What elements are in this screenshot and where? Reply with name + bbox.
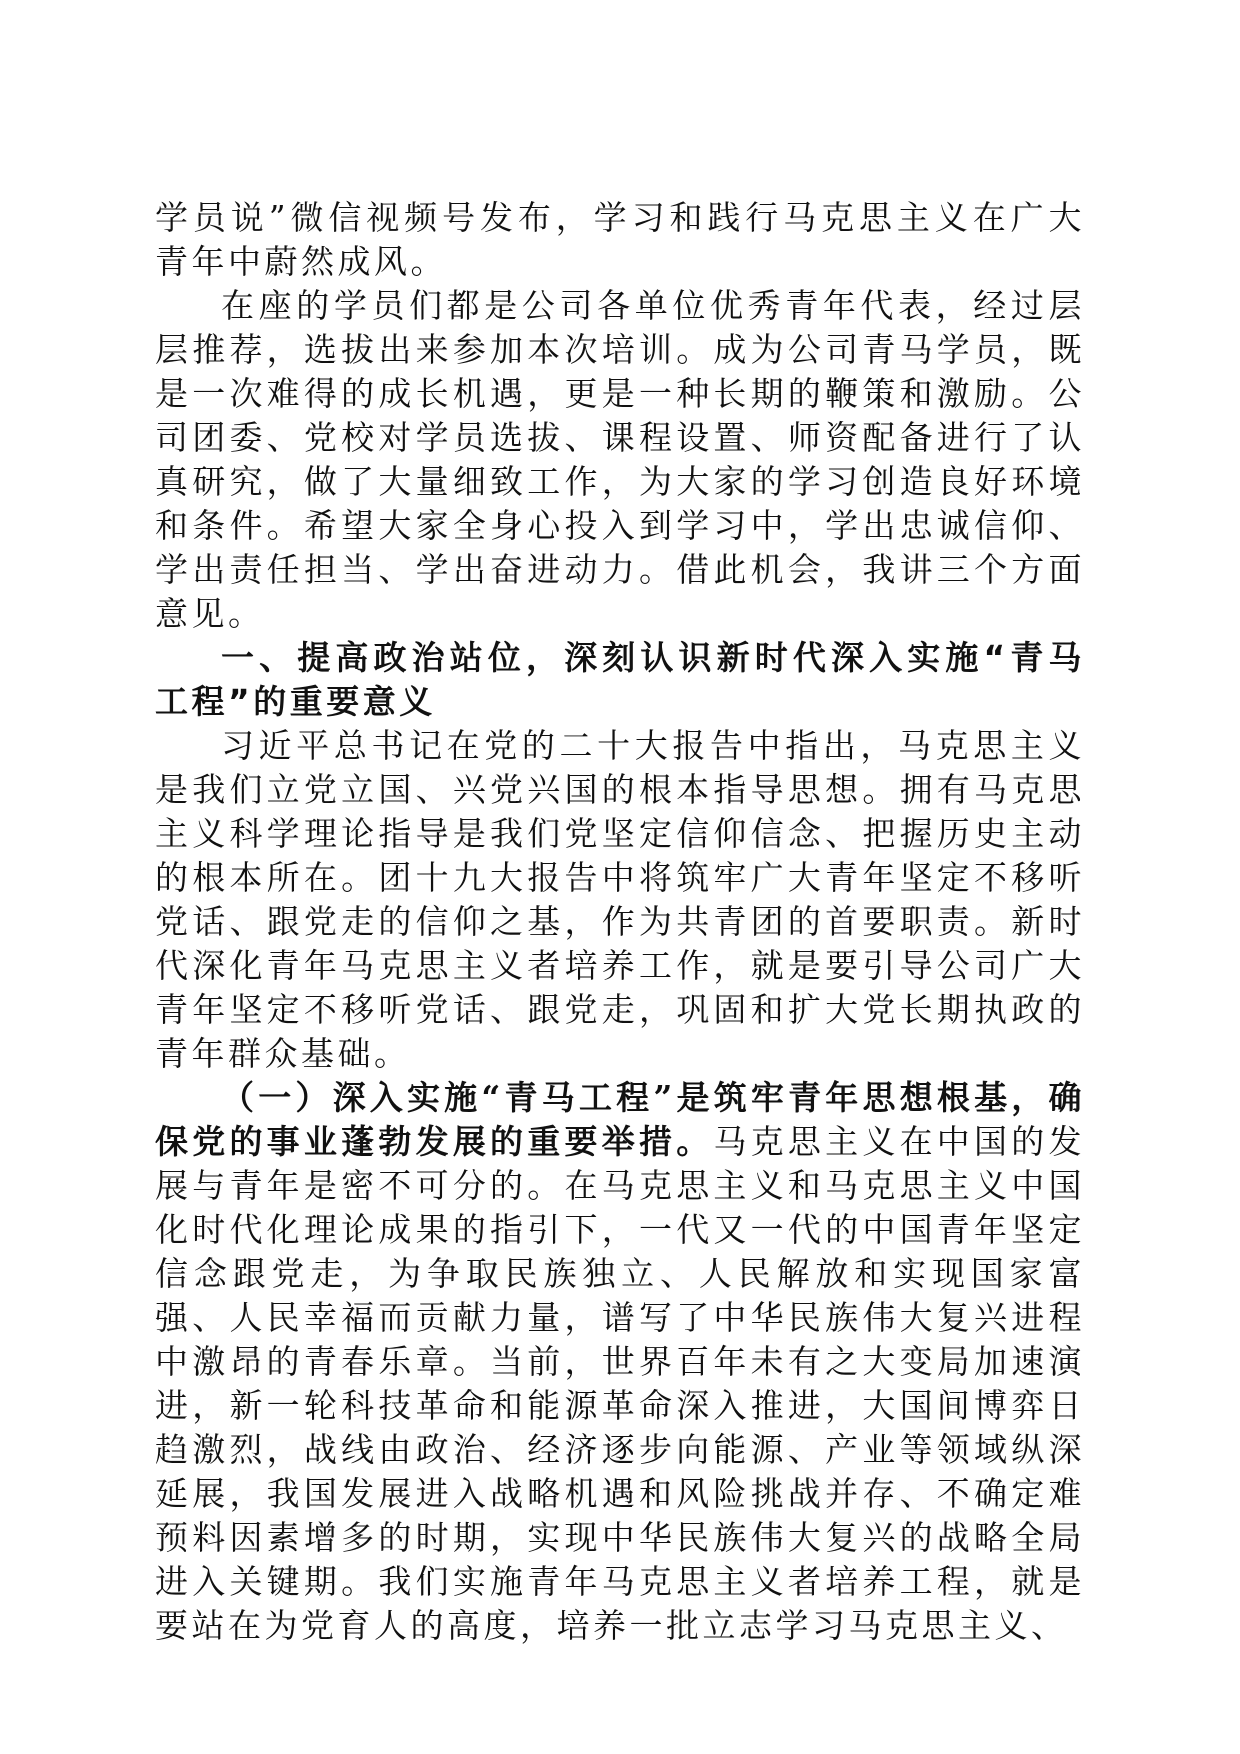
subsection-1-lead: （一）深入实施“青马工程”是筑牢青年思想根基，确保党的事业蓬勃发展的重要举措。 [155,1078,1085,1161]
paragraph-subsection-1 [155,1076,1085,1648]
paragraph-intro: 在座的学员们都是公司各单位优秀青年代表，经过层层推荐，选拔出来参加本次培训。成为公司青马学员，既是一次难得的成长机遇，更是一种长期的鞭策和激励。公司团委、党校对学员选拔、课程设置、师资配备进行了认真研究，做了大量细致工作，为大家的学习创造良好环境和条件。希望大家全身心投入到学习中，学出忠诚信仰、学出责任担当、学出奋进动力。借此机会，我讲三个方面意见。 [155,286,1085,633]
section-heading-1: 一、提高政治站位，深刻认识新时代深入实施“青马工程”的重要意义 [155,638,1085,721]
document-body [155,196,1085,1648]
paragraph-continuation: 学员说”微信视频号发布，学习和践行马克思主义在广大青年中蔚然成风。 [155,198,1085,281]
paragraph-section-1: 习近平总书记在党的二十大报告中指出，马克思主义是我们立党立国、兴党兴国的根本指导思想。拥有马克思主义科学理论指导是我们党坚定信仰信念、把握历史主动的根本所在。团十九大报告中将筑牢广大青年坚定不移听党话、跟党走的信仰之基，作为共青团的首要职责。新时代深化青年马克思主义者培养工作，就是要引导公司广大青年坚定不移听党话、跟党走，巩固和扩大党长期执政的青年群众基础。 [155,726,1085,1073]
subsection-1-text: 马克思主义在中国的发展与青年是密不可分的。在马克思主义和马克思主义中国化时代化理论成果的指引下，一代又一代的中国青年坚定信念跟党走，为争取民族独立、人民解放和实现国家富强、人民幸福而贡献力量，谱写了中华民族伟大复兴进程中激昂的青春乐章。当前，世界百年未有之大变局加速演进，新一轮科技革命和能源革命深入推进，大国间博弈日趋激烈，战线由政治、经济逐步向能源、产业等领域纵深延展，我国发展进入战略机遇和风险挑战并存、不确定难预料因素增多的时期，实现中华民族伟大复兴的战略全局进入关键期。我们实施青年马克思主义者培养工程，就是要站在为党育人的高度，培养一批立志学习马克思主义、 [155,1122,1086,1645]
